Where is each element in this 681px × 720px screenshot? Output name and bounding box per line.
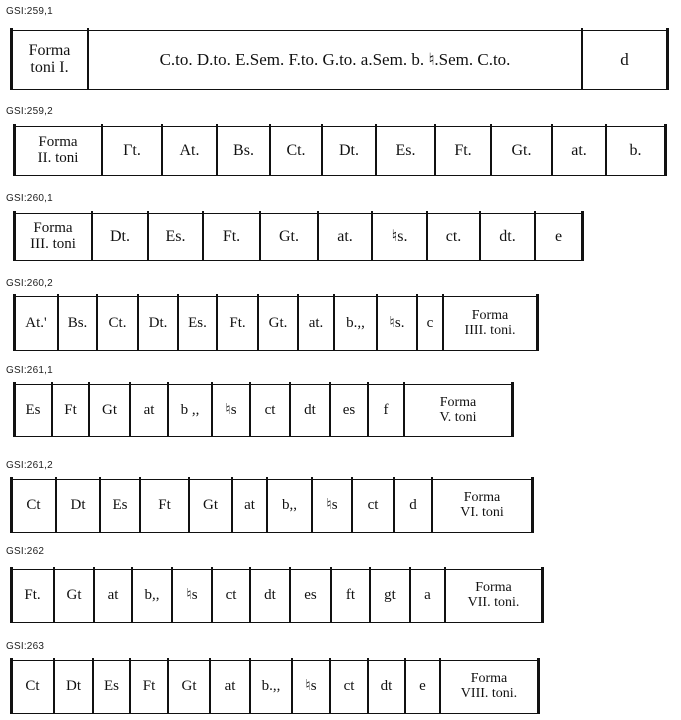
cell-text: b,, xyxy=(144,587,160,604)
cell-text: Ct xyxy=(25,678,40,695)
cell-text: ♮s xyxy=(225,401,237,418)
tone-cell xyxy=(92,214,148,260)
tone-cell xyxy=(130,661,168,713)
tone-cell xyxy=(330,661,368,713)
cell-text: Gt xyxy=(102,401,117,418)
cell-text: ct xyxy=(225,587,237,604)
tone-cell xyxy=(370,570,410,622)
tone-cell xyxy=(203,214,260,260)
cell-text: Ft. xyxy=(454,141,472,159)
tone-table xyxy=(11,660,538,714)
cell-text: a xyxy=(424,587,431,604)
cell-text: Gt. xyxy=(279,227,299,245)
tone-cell xyxy=(140,480,189,532)
tone-cell xyxy=(93,661,130,713)
forma-label: Forma III. toni xyxy=(30,220,76,252)
tone-cell xyxy=(368,661,405,713)
tone-cell xyxy=(582,31,667,89)
tone-cell xyxy=(443,297,537,350)
table-label: GSI:259,1 xyxy=(6,6,53,17)
tone-cell xyxy=(168,385,212,436)
tone-cell xyxy=(250,570,290,622)
cell-text: ct xyxy=(367,497,379,514)
tone-cell xyxy=(435,127,491,175)
table-label: GSI:261,1 xyxy=(6,365,53,376)
tone-cell xyxy=(212,385,250,436)
tone-cell xyxy=(132,570,172,622)
cell-text: Ft. xyxy=(222,227,241,245)
forma-label: Forma VII. toni. xyxy=(467,580,520,610)
tone-cell xyxy=(217,297,258,350)
tone-cell xyxy=(267,480,312,532)
tone-cell xyxy=(606,127,665,175)
cell-text: at xyxy=(107,587,119,604)
tone-cell xyxy=(376,127,435,175)
tone-cell xyxy=(535,214,582,260)
tone-cell xyxy=(178,297,217,350)
cell-text: Ft xyxy=(142,678,156,695)
cell-text: e xyxy=(554,227,563,245)
tone-cell xyxy=(440,661,538,713)
tone-cell xyxy=(480,214,535,260)
cell-text: Es. xyxy=(188,314,207,331)
tone-cell xyxy=(97,297,138,350)
tone-cell xyxy=(102,127,162,175)
table-label: GSI:259,2 xyxy=(6,106,53,117)
cell-text: b.,, xyxy=(346,314,365,331)
cell-text: f xyxy=(383,401,389,418)
cell-text: Gt. xyxy=(268,314,288,331)
tone-cell xyxy=(318,214,372,260)
tone-cell xyxy=(89,385,130,436)
tone-cell xyxy=(352,480,394,532)
tone-cell xyxy=(130,385,168,436)
table-label: GSI:261,2 xyxy=(6,460,53,471)
table-label: GSI:262 xyxy=(6,546,45,557)
cell-text: ct xyxy=(264,401,276,418)
tone-cell xyxy=(250,661,292,713)
tone-table xyxy=(14,296,537,351)
tone-cell xyxy=(372,214,427,260)
cell-text: Dt xyxy=(66,678,81,695)
cell-text: e xyxy=(419,678,426,695)
tone-cell xyxy=(168,661,210,713)
cell-text: Es xyxy=(104,678,119,695)
tone-cell xyxy=(404,385,512,436)
tone-cell xyxy=(334,297,377,350)
tone-cell xyxy=(148,214,203,260)
cell-text: C.to. D.to. E.Sem. F.to. G.to. a.Sem. b. ♮.Sem. C.to. xyxy=(159,50,511,70)
cell-text: b. xyxy=(629,141,642,159)
cell-text: es xyxy=(304,587,317,604)
forma-label: Forma II. toni xyxy=(37,134,79,166)
cell-text: at xyxy=(244,497,255,514)
cell-text: Ft. xyxy=(229,314,246,331)
cell-text: at. xyxy=(337,227,353,245)
cell-text: Gt xyxy=(203,497,218,514)
cell-text: ct. xyxy=(445,227,462,245)
tone-cell xyxy=(432,480,532,532)
tone-table xyxy=(14,213,582,261)
tone-cell xyxy=(162,127,217,175)
cell-text: ♮s xyxy=(326,497,338,514)
tone-cell xyxy=(377,297,417,350)
tone-cell xyxy=(189,480,232,532)
cell-text: dt xyxy=(264,587,276,604)
cell-text: ct xyxy=(343,678,355,695)
cell-text: Gt xyxy=(181,678,197,695)
tone-table xyxy=(14,384,512,437)
tone-cell xyxy=(427,214,480,260)
cell-text: at. xyxy=(571,141,587,159)
tone-cell xyxy=(210,661,250,713)
tone-cell xyxy=(445,570,542,622)
cell-text: Es xyxy=(112,497,128,514)
cell-text: Γt. xyxy=(123,141,141,159)
cell-text: ♮s xyxy=(186,587,198,604)
tone-cell xyxy=(56,480,100,532)
tone-cell xyxy=(405,661,440,713)
tone-cell xyxy=(290,570,331,622)
tone-cell xyxy=(331,570,370,622)
cell-text: Ft. xyxy=(24,587,41,604)
tone-cell xyxy=(258,297,298,350)
cell-text: at. xyxy=(308,314,324,331)
tone-cell xyxy=(552,127,606,175)
cell-text: Es xyxy=(25,401,41,418)
tone-cell xyxy=(394,480,432,532)
tone-cell xyxy=(52,385,89,436)
tone-cell xyxy=(212,570,250,622)
tone-cell xyxy=(138,297,178,350)
tone-cell xyxy=(54,570,94,622)
cell-text: d xyxy=(620,50,629,70)
tone-cell xyxy=(410,570,445,622)
tone-cell xyxy=(94,570,132,622)
table-label: GSI:260,2 xyxy=(6,278,53,289)
cell-text: dt xyxy=(304,401,316,418)
tone-cell xyxy=(11,570,54,622)
forma-label: Forma V. toni xyxy=(439,394,477,425)
tone-cell xyxy=(298,297,334,350)
cell-text: Ct xyxy=(26,497,41,514)
tone-cell xyxy=(330,385,368,436)
table-label: GSI:263 xyxy=(6,641,45,652)
cell-text: Es. xyxy=(165,227,186,245)
tone-cell xyxy=(232,480,267,532)
cell-text: Ct. xyxy=(286,141,306,159)
tone-cell xyxy=(11,31,88,89)
tone-cell xyxy=(417,297,443,350)
cell-text: Bs. xyxy=(233,141,254,159)
tone-cell xyxy=(270,127,322,175)
cell-text: At. xyxy=(179,141,200,159)
cell-text: Ft xyxy=(64,401,77,418)
tone-cell xyxy=(88,31,582,89)
table-label: GSI:260,1 xyxy=(6,193,53,204)
cell-text: es xyxy=(342,401,356,418)
cell-text: Ft xyxy=(158,497,171,514)
tone-cell xyxy=(217,127,270,175)
forma-label: Forma toni I. xyxy=(28,42,71,76)
tone-cell xyxy=(260,214,318,260)
cell-text: ♮s. xyxy=(391,227,408,245)
cell-text: Dt. xyxy=(339,141,359,159)
cell-text: d xyxy=(409,497,417,514)
cell-text: dt. xyxy=(499,227,516,245)
cell-text: Dt. xyxy=(148,314,168,331)
forma-label: Forma IIII. toni. xyxy=(464,307,516,338)
tone-cell xyxy=(14,127,102,175)
cell-text: ♮s xyxy=(305,678,317,695)
tone-cell xyxy=(368,385,404,436)
tone-cell xyxy=(100,480,140,532)
forma-label: Forma VIII. toni. xyxy=(460,671,518,701)
cell-text: At.' xyxy=(25,314,47,331)
cell-text: Es. xyxy=(395,141,416,159)
tone-table xyxy=(11,569,542,623)
tone-cell xyxy=(14,214,92,260)
tone-cell xyxy=(14,385,52,436)
cell-text: at xyxy=(143,401,155,418)
cell-text: Gt xyxy=(66,587,82,604)
tone-cell xyxy=(54,661,93,713)
cell-text: c xyxy=(426,314,434,331)
cell-text: ft xyxy=(345,587,356,604)
cell-text: gt xyxy=(384,587,396,604)
cell-text: Bs. xyxy=(67,314,88,331)
tone-cell xyxy=(491,127,552,175)
cell-text: Dt. xyxy=(110,227,130,245)
tone-cell xyxy=(14,297,58,350)
cell-text: Dt xyxy=(70,497,86,514)
tone-cell xyxy=(322,127,376,175)
tone-cell xyxy=(11,480,56,532)
cell-text: dt xyxy=(380,678,393,695)
cell-text: b.,, xyxy=(261,678,281,695)
tone-cell xyxy=(58,297,97,350)
tone-cell xyxy=(250,385,290,436)
tone-table xyxy=(14,126,665,176)
forma-label: Forma VI. toni xyxy=(460,490,504,520)
tone-cell xyxy=(292,661,330,713)
tone-cell xyxy=(172,570,212,622)
cell-text: Gt. xyxy=(511,141,532,159)
tone-table xyxy=(11,479,532,533)
tone-cell xyxy=(290,385,330,436)
cell-text: b ,, xyxy=(180,401,200,418)
cell-text: Ct. xyxy=(108,314,127,331)
cell-text: at xyxy=(224,678,236,695)
tone-table xyxy=(11,30,667,90)
cell-text: b,, xyxy=(282,497,297,514)
tone-cell xyxy=(312,480,352,532)
tone-cell xyxy=(11,661,54,713)
cell-text: ♮s. xyxy=(389,314,405,331)
